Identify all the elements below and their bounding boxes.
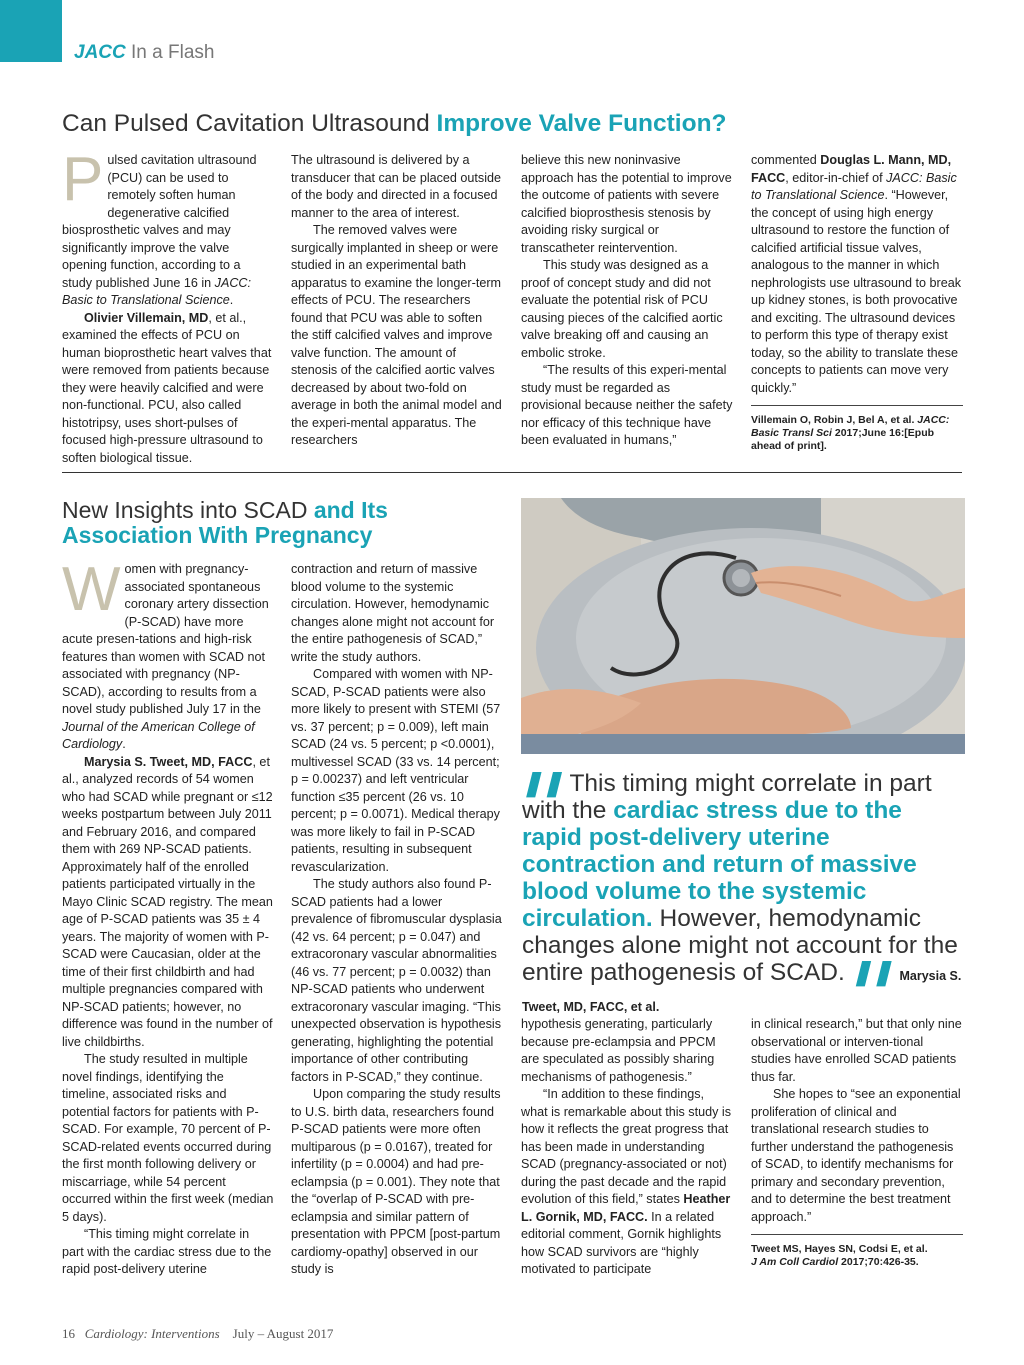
- article2-col2: contraction and return of massive blood volume to the systemic circulation. However, hemodynamic changes alone might not account for the entire pathogenesis of SCAD,” write the study authors. Compared with women with NP-SCAD, P-SCAD patients were also more likely to present with STEMI (57 vs. 37 percent; p = 0.009), left main SCAD (24 vs. 5 percent; p <0.0001), multivessel SCAD (33 vs. 14 percent; p = 0.00237) and left ventricular function ≤35 percent (26 vs. 10 percent; p = 0.0071). Medical therapy was more likely to fail in P-SCAD patients, resulting in subsequent revascularization. The study authors also found P-SCAD patients had a lower prevalence of fibromuscular dysplasia (42 vs. 64 percent; p = 0.047) and extracoronary vascular abnormalities (46 vs. 77 percent; p = 0.0032) than NP-SCAD patients who underwent extracoronary vascular imaging. “This unexpected observation is hypothesis generating, highlighting the potential importance of other contributing factors in P-SCAD,” they continue. Upon comparing the study results to U.S. birth data, researchers found P-SCAD patients were more often multiparous (p = 0.0167), treated for infertility (p = 0.0004) and had pre-eclampsia (p = 0.001). They note that the “overlap of P-SCAD with pre-eclampsia and similar pattern of presentation with PPCM [post-partum cardiomy-opathy] observed in our study is: [291, 562, 502, 1276]
- article1-title: Can Pulsed Cavitation Ultrasound Improve Valve Function?: [62, 110, 727, 137]
- pull-quote: ❚❚ This timing might correlate in part with the cardiac stress due to the rapid post-delivery uterine contraction and return of massive blood volume to the systemic circulation. However, hemodynamic changes alone might not account for the entire pathogenesis of SCAD. ❚❚ Marysia S. Tweet, MD, FACC, et al.: [522, 770, 962, 1014]
- reference: Villemain O, Robin J, Bel A, et al. JACC: Basic Transl Sci 2017;June 16:[Epub ahead of print].: [751, 405, 963, 453]
- author-name: Marysia S. Tweet, MD, FACC: [84, 754, 253, 769]
- article2-col1: Women with pregnancy-associated spontaneous coronary artery dissection (P-SCAD) have more acute presen-tations and high-risk features than women with SCAD not associated with pregnancy (NP-SCAD), according to results from a novel study published July 17 in the Journal of the American College of Cardiology. Marysia S. Tweet, MD, FACC, et al., analyzed records of 54 women who had SCAD while pregnant or ≤12 weeks postpartum between July 2011 and February 2016, and compared them with 269 NP-SCAD patients. Approximately half of the enrolled patients participated virtually in the Mayo Clinic SCAD registry. The mean age of P-SCAD patients was 35 ± 4 years. The majority of women with P-SCAD were Caucasian, older at the time of their first childbirth and had multiple pregnancies compared with NP-SCAD patients; however, no difference was found in the number of live childbirths. The study resulted in multiple novel findings, identifying the timeline, associated risks and potential factors for patients with P-SCAD. For example, 70 percent of P-SCAD-related events occurred during the first month following delivery or miscarriage, while 54 percent occurred within the first week (median 5 days). “This timing might correlate in part with the cardiac stress due to the rapid post-delivery uterine: [62, 555, 274, 1276]
- quote-mark-icon: ❚❚: [522, 770, 564, 797]
- page-number: 16: [62, 1326, 75, 1341]
- article1-col3: believe this new noninvasive approach has the potential to improve the outcome of patients with severe calcified bioprosthesis stenosis by avoiding risky surgical or transcatheter reintervention. This study was designed as a proof of concept study and did not evaluate the potential risk of PCU causing pieces of the calcified aortic valve breaking off and causing an embolic stroke. “The results of this experi-mental study must be regarded as provisional because neither the safety nor efficacy of this technique have been evaluated in humans,”: [521, 153, 733, 447]
- dropcap: W: [62, 555, 121, 624]
- section-tab: [0, 0, 62, 62]
- page-footer: [62, 1326, 333, 1342]
- section-name: In a Flash: [131, 42, 215, 63]
- article1-col1: Pulsed cavitation ultrasound (PCU) can be used to remotely soften human degenerative calcified biosprosthetic valves and may significantly improve the valve opening function, according to a study published June 16 in JACC: Basic to Translational Science. Olivier Villemain, MD, et al., examined the effects of PCU on human bioprosthetic heart valves that were removed from patients because they were heavily calcified and were non-functional. PCU, also called histotripsy, uses short-pulses of focused high-pressure ultrasound to soften biological tissue.: [62, 145, 272, 465]
- running-header: [74, 42, 214, 64]
- article1-col2: The ultrasound is delivered by a transducer that can be placed outside of the body and directed in a focused manner to the area of interest. The removed valves were surgically implanted in sheep or were studied in an experimental bath apparatus to examine the longer-term effects of PCU. The researchers found that PCU was able to soften the stiff calcified valves and improve valve function. The amount of stenosis of the calcified aortic valves decreased by about two-fold on average in both the animal model and the experi-mental apparatus. The researchers: [291, 153, 502, 447]
- section-divider: [62, 472, 962, 473]
- article1-body: [62, 145, 962, 465]
- issue-date: July – August 2017: [232, 1326, 334, 1341]
- reference: Tweet MS, Hayes SN, Codsi E, et al. J Am Coll Cardiol 2017;70:426-35.: [751, 1234, 963, 1269]
- brand: JACC: [74, 42, 126, 63]
- stethoscope-belly-illustration: [521, 498, 965, 754]
- pregnancy-stethoscope-photo: [521, 498, 965, 754]
- article2-title: New Insights into SCAD and Its Association With Pregnancy: [62, 497, 388, 548]
- author-name: Olivier Villemain, MD: [84, 310, 209, 325]
- publication-name: Cardiology: Interventions: [84, 1326, 220, 1341]
- article2-col3: hypothesis generating, particularly because pre-eclampsia and PPCM are speculated as possibly sharing mechanisms of pathogenesis.” “In addition to these findings, what is remarkable about this study is how it reflects the great progress that has been made in understanding SCAD (pregnancy-associated or not) during the past decade and the rapid evolution of this field,” states Heather L. Gornik, MD, FACC. In a related editorial comment, Gornik highlights how SCAD survivors are “highly motivated to participate: [521, 1017, 731, 1276]
- quote-mark-icon: ❚❚: [851, 959, 893, 986]
- pull-quote-attribution: Marysia S. Tweet, MD, FACC, et al.: [522, 969, 962, 1014]
- dropcap: P: [62, 145, 104, 214]
- article1-col4: commented Douglas L. Mann, MD, FACC, editor-in-chief of JACC: Basic to Translational Science. “However, the concept of using high energy ultrasound to restore the function of calcified artificial tissue valves, analogous to the manner in which nephrologists use ultrasound to break up kidney stones, is both provocative and exciting. The ultrasound devices to perform this type of therapy exist today, so the ability to translate these concepts to patients can move very quickly.” Villemain O, Robin J, Bel A, et al. JACC: Basic Transl Sci 2017;June 16:[Epub ahead of print].: [751, 153, 962, 452]
- article2-col4: in clinical research,” but that only nine observational or interven-tional studies have enrolled SCAD patients thus far. She hopes to “see an exponential proliferation of clinical and translational research studies to further understand the pathogenesis of SCAD, to identify mechanisms for primary and secondary prevention, and to determine the best treatment approach.” Tweet MS, Hayes SN, Codsi E, et al. J Am Coll Cardiol 2017;70:426-35.: [751, 1017, 962, 1268]
